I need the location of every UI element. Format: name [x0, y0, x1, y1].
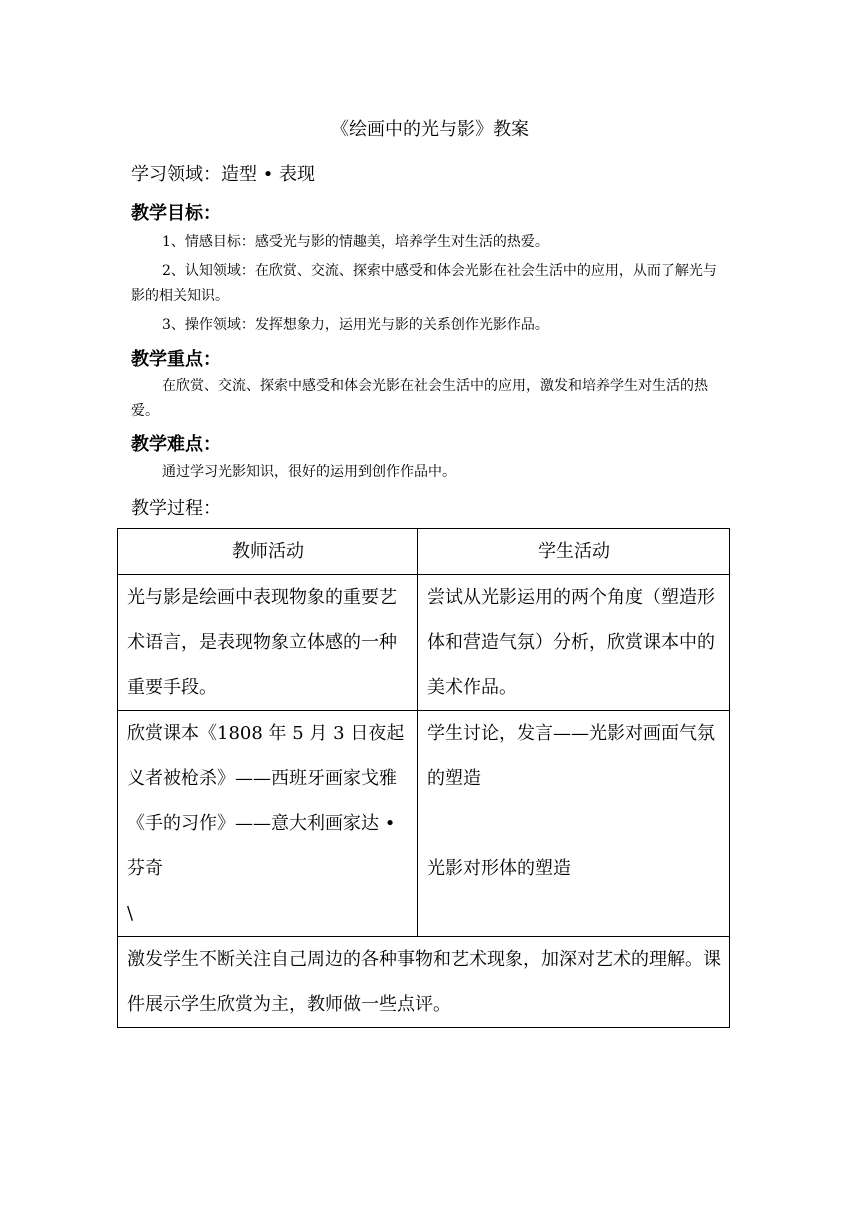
table-header-row [118, 529, 730, 575]
table-row [118, 575, 730, 711]
key-points-text: 在欣赏、交流、探索中感受和体会光影在社会生活中的应用，激发和培养学生对生活的热爱。 [131, 378, 708, 419]
student-cell-1: 尝试从光影运用的两个角度（塑造形体和营造气氛）分析，欣赏课本中的美术作品。 [418, 575, 730, 711]
objectives-heading: 教学目标： [131, 203, 221, 224]
student-discussion: 学生讨论，发言——光影对画面气氛的塑造 [427, 723, 715, 789]
teacher-cell-1: 光与影是绘画中表现物象的重要艺术语言，是表现物象立体感的一种重要手段。 [118, 575, 418, 711]
key-points-heading: 教学重点： [131, 349, 221, 370]
process-label: 教学过程： [131, 498, 221, 519]
artwork-da-vinci: 《手的习作》——意大利画家达 • 芬奇 [127, 813, 396, 879]
artwork-goya: 欣赏课本《1808 年 5 月 3 日夜起义者被枪杀》——西班牙画家戈雅 [127, 723, 405, 789]
summary-cell: 激发学生不断关注自己周边的各种事物和艺术现象，加深对艺术的理解。课件展示学生欣赏为主，教师做一些点评。 [118, 937, 730, 1028]
objective-item-2: 2、认知领域：在欣赏、交流、探索中感受和体会光影在社会生活中的应用，从而了解光与影的相关知识。 [131, 263, 717, 304]
objective-item-3: 3、操作领域：发挥想象力，运用光与影的关系创作光影作品。 [162, 317, 549, 333]
difficulties-text: 通过学习光影知识，很好的运用到创作作品中。 [162, 464, 456, 480]
table-row [118, 937, 730, 1028]
header-teacher-activity: 教师活动 [118, 529, 418, 575]
document-title: 《绘画中的光与影》教案 [331, 119, 529, 140]
teacher-cell-2 [118, 711, 418, 937]
table-row [118, 711, 730, 937]
header-student-activity: 学生活动 [418, 529, 730, 575]
student-form-shaping: 光影对形体的塑造 [427, 858, 571, 879]
learning-domain: 学习领域：造型 • 表现 [131, 164, 316, 185]
objective-item-1: 1、情感目标：感受光与影的情趣美，培养学生对生活的热爱。 [162, 234, 549, 250]
teaching-process-table [117, 528, 730, 1028]
stray-backslash: \ [127, 903, 134, 924]
student-cell-2 [418, 711, 730, 937]
difficulties-heading: 教学难点： [131, 434, 221, 455]
